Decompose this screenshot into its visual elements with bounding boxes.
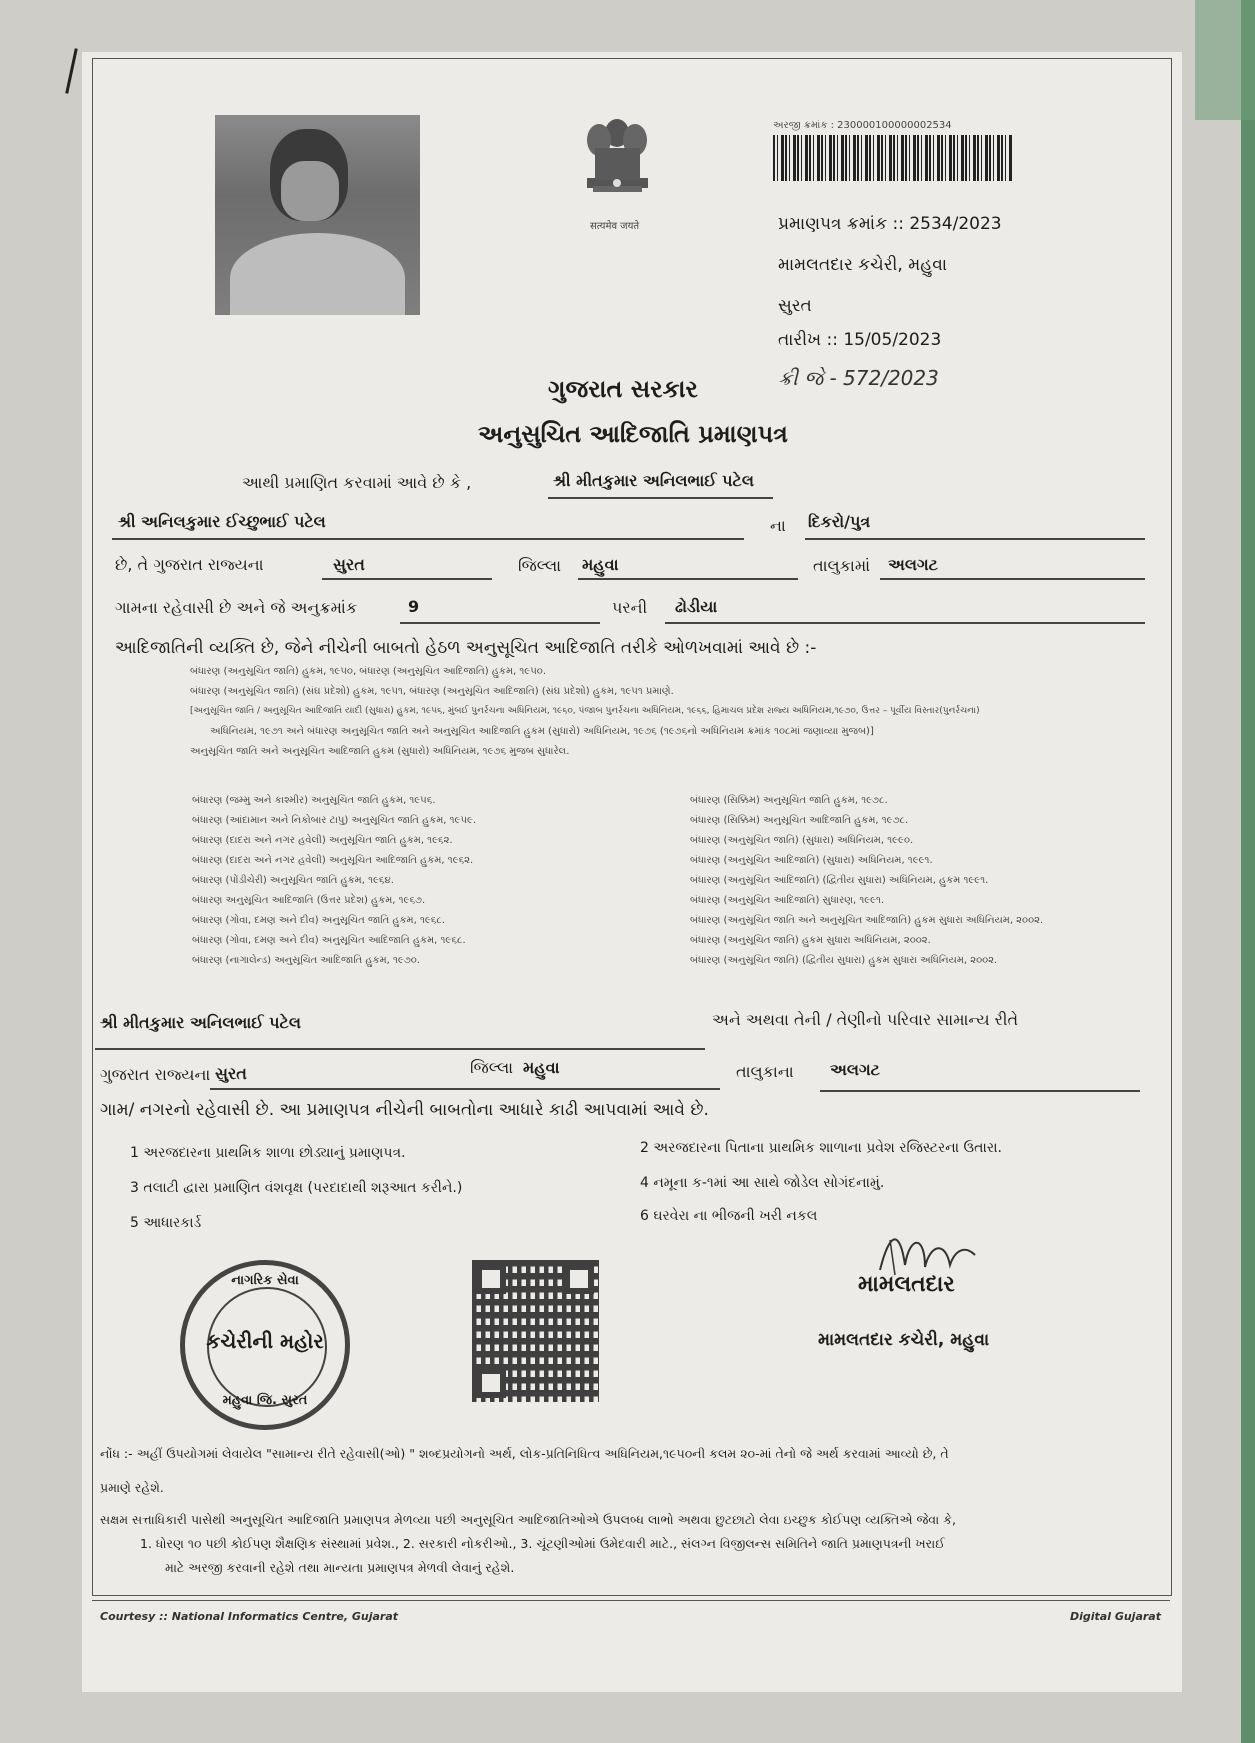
basis-text: ગામ/ નગરનો રહેવાસી છે. આ પ્રમાણપત્ર નીચેની બાબતોના આધારે કાઢી આપવામાં આવે છે. [100,1100,709,1120]
par-label: પરની [612,598,648,617]
issuing-office: મામલતદાર કચેરી, મહુવા [778,255,948,275]
issue-date: તારીખ :: 15/05/2023 [778,330,942,350]
tribe-statement: આદિજાતિની વ્યક્તિ છે, જેને નીચેની બાબતો હેઠળ અનુસૂચિત આદિજાતિ તરીકે ઓળખવામાં આવે છે :- [115,638,817,658]
father-name: શ્રી અનિલકુમાર ઈચ્છુભાઈ પટેલ [118,512,326,531]
order-left: બંધારણ (જમ્મુ અને કાશ્મીર) અનુસૂચિત જાતિ હુકમ, ૧૯૫૬. [192,795,436,806]
district-value-2: સુરત [215,1064,247,1083]
order-line: [અનુસૂચિત જાતિ / અનુસૂચિત આદિજાતિ યાદી (સુધારા) હુકમ, ૧૯૫૬, મુંબઈ પુનર્રચના અધિનિયમ, ૧૯૬૦, પંજાબ પુનર્રચના અધિનિયમ, ૧૯૬૬, હિમાચલ પ્રદેશ રાજ્ય અધિનિયમ,૧૯૭૦, ઉત્તર – પૂર્વીય વિસ્તાર(પુનર્રચના) [190,706,980,716]
district: સુરત [778,296,812,316]
order-right: બંધારણ (સિક્કિમ) અનુસૂચિત જાતિ હુકમ, ૧૯૭૮. [690,795,888,806]
order-line: અધિનિયમ, ૧૯૭૧ અને બંધારણ અનુસૂચિત જાતિ અને અનુસૂચિત આદિજાતિ હુકમ (સુધારો) અધિનિયમ, ૧૯૭૬ (૧૯૭૬નો અધિનિયમ ક્રમાંક ૧૦૮માં જણાવ્યા મુજબ)] [210,726,874,737]
applicant-photo [215,115,420,315]
taluka-label-2: તાલુકાના [736,1062,794,1081]
order-line: બંધારણ (અનુસૂચિત જાતિ) (સંઘ પ્રદેશો) હુકમ, ૧૯૫૧, બંધારણ (અનુસૂચિત આદિજાતિ) (સંઘ પ્રદેશો) હુકમ, ૧૯૫૧ પ્રમાણે. [190,686,674,697]
document-item: 4 નમૂના ક-૧માં આ સાથે જોડેલ સોગંદનામું. [640,1175,885,1191]
application-number: અરજી ક્રમાંક : 230000100000002534 [773,120,952,131]
na-label: ના [770,516,786,535]
order-left: બંધારણ અનુસૂચિત આદિજાતિ (ઉત્તર પ્રદેશ) હુકમ, ૧૯૬૭. [192,895,426,906]
background-corner [1195,0,1255,120]
taluka-label: તાલુકામાં [813,556,871,575]
taluka-value: મહુવા [582,555,619,574]
order-left: બંધારણ (પોંડીચેરી) અનુસૂચિત જાતિ હુકમ, ૧૯૬૪. [192,875,394,886]
office-seal: નાગરિક સેવા કચેરીની મહોર મહુવા જિ. સુરત [180,1260,350,1430]
government-title: ગુજરાત સરકાર [548,375,698,403]
order-right: બંધારણ (અનુસૂચિત જાતિ) (સુધારા) અધિનિયમ, ૧૯૯૦. [690,835,914,846]
relation: દિકરો/પુત્ર [808,512,871,531]
note-text: 1. ધોરણ ૧૦ પછી કોઈપણ શૈક્ષણિક સંસ્થામાં પ્રવેશ., 2. સરકારી નોકરીઓ., 3. ચૂંટણીઓમાં ઉમેદવારી માટે., સંલગ્ન વિજીલન્સ સમિતિને જાતિ પ્રમાણપત્રની ખરાઈ [140,1536,945,1551]
order-left: બંધારણ (આંદામાન અને નિકોબાર ટાપુ) અનુસૂચિત જાતિ હુકમ, ૧૯૫૯. [192,815,477,826]
order-line: અનુસૂચિત જાતિ અને અનુસૂચિત આદિજાતિ હુકમ (સુધારો) અધિનિયમ, ૧૯૭૬ મુજબ સુધારેલ. [190,746,570,757]
certificate-number: પ્રમાણપત્ર ક્રમાંક :: 2534/2023 [778,214,1002,234]
applicant-name-repeat: શ્રી મીતકુમાર અનિલભાઈ પટેલ [100,1013,301,1032]
note-text: માટે અરજી કરવાની રહેશે તથા માન્યતા પ્રમાણપત્ર મેળવી લેવાનું રહેશે. [165,1560,515,1575]
district-label: જિલ્લા [518,556,562,575]
state-label: છે, તે ગુજરાત રાજ્યના [115,555,264,574]
order-left: બંધારણ (ગોવા, દમણ અને દીવ) અનુસૂચિત આદિજાતિ હુકમ, ૧૯૬૮. [192,935,466,946]
digital-gujarat-text: Digital Gujarat [1070,1610,1161,1623]
resident-label: ગામના રહેવાસી છે અને જે અનુક્રમાંક [115,598,358,617]
pen-mark [65,48,77,94]
document-item: 3 તલાટી દ્વારા પ્રમાણિત વંશવૃક્ષ (પરદાદાથી શરૂઆત કરીને.) [130,1180,463,1196]
qr-code [472,1260,599,1402]
tribe-name: ઢોડીયા [675,597,718,616]
order-left: બંધારણ (ગોવા, દમણ અને દીવ) અનુસૂચિત જાતિ હુકમ, ૧૯૬૮. [192,915,446,926]
order-right: બંધારણ (અનુસૂચિત આદિજાતિ) (દ્વિતીય સુધારા) અધિનિયમ, હુકમ ૧૯૯૧. [690,875,989,886]
footer-rule [92,1600,1170,1601]
emblem-caption: सत्यमेव जयते [590,221,640,232]
family-text: અને અથવા તેની / તેણીનો પરિવાર સામાન્ય રીતે [712,1010,1019,1029]
document-item: 5 આધારકાર્ડ [130,1215,202,1231]
certify-text: આથી પ્રમાણિત કરવામાં આવે છે કે , [242,473,472,492]
barcode [773,135,1013,181]
order-right: બંધારણ (અનુસૂચિત જાતિ) હુકમ સુધારા અધિનિયમ, ૨૦૦૨. [690,935,931,946]
certificate-title: અનુસુચિત આદિજાતિ પ્રમાણપત્ર [478,420,788,448]
district-value: સુરત [333,555,365,574]
signatory-office: મામલતદાર કચેરી, મહુવા [818,1330,990,1350]
courtesy-text: Courtesy :: National Informatics Centre, Gujarat [100,1610,399,1623]
document-item: 1 અરજદારના પ્રાથમિક શાળા છોડ્યાનું પ્રમાણપત્ર. [130,1145,406,1161]
serial-number: 9 [408,597,420,616]
document-item: 2 અરજદારના પિતાના પ્રાથમિક શાળાના પ્રવેશ રજિસ્ટરના ઉતારા. [640,1140,1002,1156]
order-right: બંધારણ (અનુસૂચિત આદિજાતિ) (સુધારા) અધિનિયમ, ૧૯૯૧. [690,855,933,866]
document-item: 6 ઘરવેરા ના ભીજની ખરી નકલ [640,1208,818,1224]
order-line: બંધારણ (અનુસૂચિત જાતિ) હુકમ, ૧૯૫૦, બંધારણ (અનુસૂચિત આદિજાતિ) હુકમ, ૧૯૫૦. [190,666,546,677]
handwritten-reference: ક્રી જે - 572/2023 [778,366,939,390]
order-right: બંધારણ (સિક્કિમ) અનુસૂચિત આદિજાતિ હુકમ, ૧૯૭૮. [690,815,909,826]
state-label-2: ગુજરાત રાજ્યના [100,1065,211,1084]
note-text: પ્રમાણે રહેશે. [100,1480,164,1495]
note-text: સક્ષમ સત્તાધિકારી પાસેથી અનુસૂચિત આદિજાતિ પ્રમાણપત્ર મેળવ્યા પછી અનુસૂચિત આદિજાતિઓએ ઉપલબ્ધ લાભો અથવા છુટછાટો લેવા ઇચ્છુક કોઈપણ વ્યક્તિએ જેવા કે, [100,1512,956,1527]
ashoka-emblem-icon [575,98,660,216]
order-right: બંધારણ (અનુસૂચિત જાતિ અને અનુસૂચિત આદિજાતિ) હુકમ સુધારા અધિનિયમ, ૨૦૦૨. [690,915,1044,926]
applicant-name: શ્રી મીતકુમાર અનિલભાઈ પટેલ [553,471,754,490]
taluka-value-2: મહુવા [523,1058,560,1077]
order-left: બંધારણ (દાદરા અને નગર હવેલી) અનુસૂચિત જાતિ હુકમ, ૧૯૬૨. [192,835,453,846]
order-right: બંધારણ (અનુસૂચિત આદિજાતિ) સુધારણ, ૧૯૯૧. [690,895,885,906]
signatory-designation: મામલતદાર [858,1272,955,1297]
background-edge [1241,0,1255,1743]
order-right: બંધારણ (અનુસૂચિત જાતિ) (દ્વિતીય સુધારા) હુકમ સુધારા અધિનિયમ, ૨૦૦૨. [690,955,998,966]
order-left: બંધારણ (દાદરા અને નગર હવેલી) અનુસૂચિત આદિજાતિ હુકમ, ૧૯૬૨. [192,855,474,866]
village-value-2: અલગટ [830,1060,880,1079]
order-left: બંધારણ (નાગાલેન્ડ) અનુસૂચિત આદિજાતિ હુકમ, ૧૯૭૦. [192,955,420,966]
note-text: નોંધ :- અહીં ઉપયોગમાં લેવાયેલ "સામાન્ય રીતે રહેવાસી(ઓ) " શબ્દપ્રયોગનો અર્થ, લોક-પ્રતિનિધિત્વ અધિનિયમ,૧૯૫૦ની કલમ ૨૦-માં તેનો જે અર્થ કરવામાં આવ્યો છે, તે [100,1446,949,1461]
village-value: અલગટ [888,555,938,574]
district-label-2: જિલ્લા [470,1058,514,1077]
